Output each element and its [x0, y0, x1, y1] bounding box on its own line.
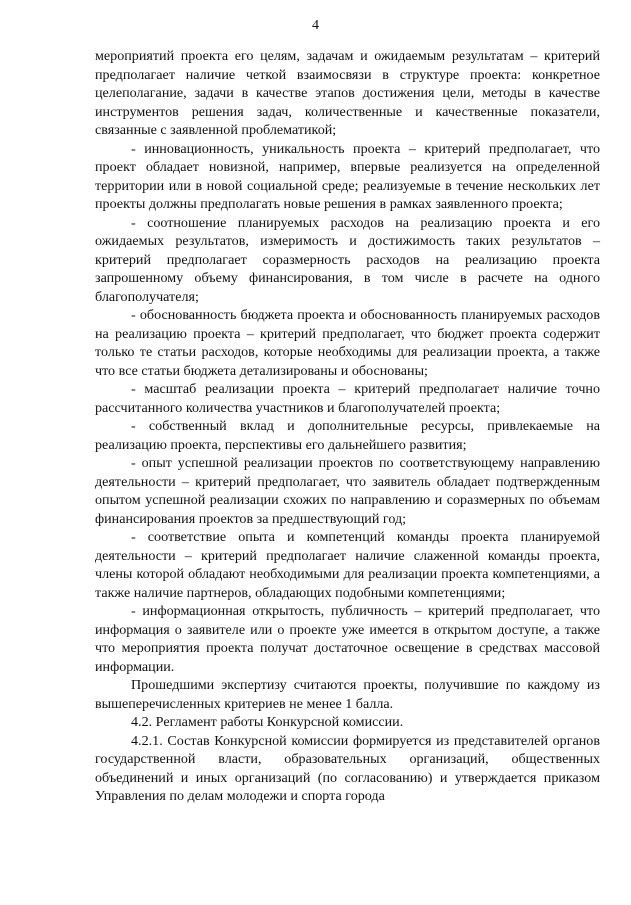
paragraph-experience-criterion: - опыт успешной реализации проектов по соответствующему направлению деятельности – критерий предполагает, что заявитель обладает подтвержденным опытом успешной реализации схожих по направлению и соразмерных по объемам финансирования проектов за предшествующий год; [95, 455, 600, 527]
paragraph-budget-criterion: - обоснованность бюджета проекта и обоснованность планируемых расходов на реализацию проекта – критерий предполагает, что бюджет проекта содержит только те статьи расходов, которые необходимы для реализации проекта, а также что все статьи бюджета детализированы и обоснованы; [95, 307, 600, 379]
section-heading-4-2: 4.2. Регламент работы Конкурсной комиссии. [131, 714, 404, 730]
paragraph-own-contribution-criterion: - собственный вклад и дополнительные ресурсы, привлекаемые на реализацию проекта, перспективы его дальнейшего развития; [95, 418, 600, 453]
paragraph-scale-criterion: - масштаб реализации проекта – критерий предполагает наличие точно рассчитанного количества участников и благополучателей проекта; [95, 381, 600, 416]
page-number: 4 [312, 18, 319, 33]
paragraph-team-criterion: - соответствие опыта и компетенций команды проекта планируемой деятельности – критерий предполагает наличие слаженной команды проекта, члены которой обладают необходимыми для реализации проекта компетенциями, а также наличие партнеров, обладающих подобными компетенциями; [95, 529, 600, 601]
paragraph-passing-score: Прошедшими экспертизу считаются проекты, получившие по каждому из вышеперечисленных критериев не менее 1 балла. [95, 677, 600, 712]
paragraph-cost-ratio-criterion: - соотношение планируемых расходов на реализацию проекта и его ожидаемых результатов, измеримость и достижимость таких результатов – критерий предполагает соразмерность расходов на реализацию проекта запрошенному объему финансирования, в том числе в расчете на одного благополучателя; [95, 214, 600, 305]
paragraph-publicity-criterion: - информационная открытость, публичность – критерий предполагает, что информация о заявителе или о проекте уже имеется в открытом доступе, а также что мероприятия проекта получат достаточное освещение в средствах массовой информации. [95, 603, 600, 675]
paragraph-criterion-continuation: мероприятий проекта его целям, задачам и ожидаемым результатам – критерий предполагает наличие четкой взаимосвязи в структуре проекта: конкретное целеполагание, задачи в качестве этапов достижения цели, методы в качестве инструментов решения задач, количественные и качественные показатели, связанные с заявленной проблематикой; [95, 48, 600, 138]
document-body [95, 47, 600, 806]
paragraph-innovation-criterion: - инновационность, уникальность проекта – критерий предполагает, что проект обладает новизной, например, впервые реализуется на определенной территории или в новой социальной среде; реализуемые в течение нескольких лет проекты должны предполагать новые решения в рамках заявленного проекта; [95, 140, 600, 212]
paragraph-4-2-1: 4.2.1. Состав Конкурсной комиссии формируется из представителей органов государственной власти, образовательных организаций, общественных объединений и иных организаций (по согласованию) и утверждается приказом Управления по делам молодежи и спорта города [95, 732, 600, 804]
